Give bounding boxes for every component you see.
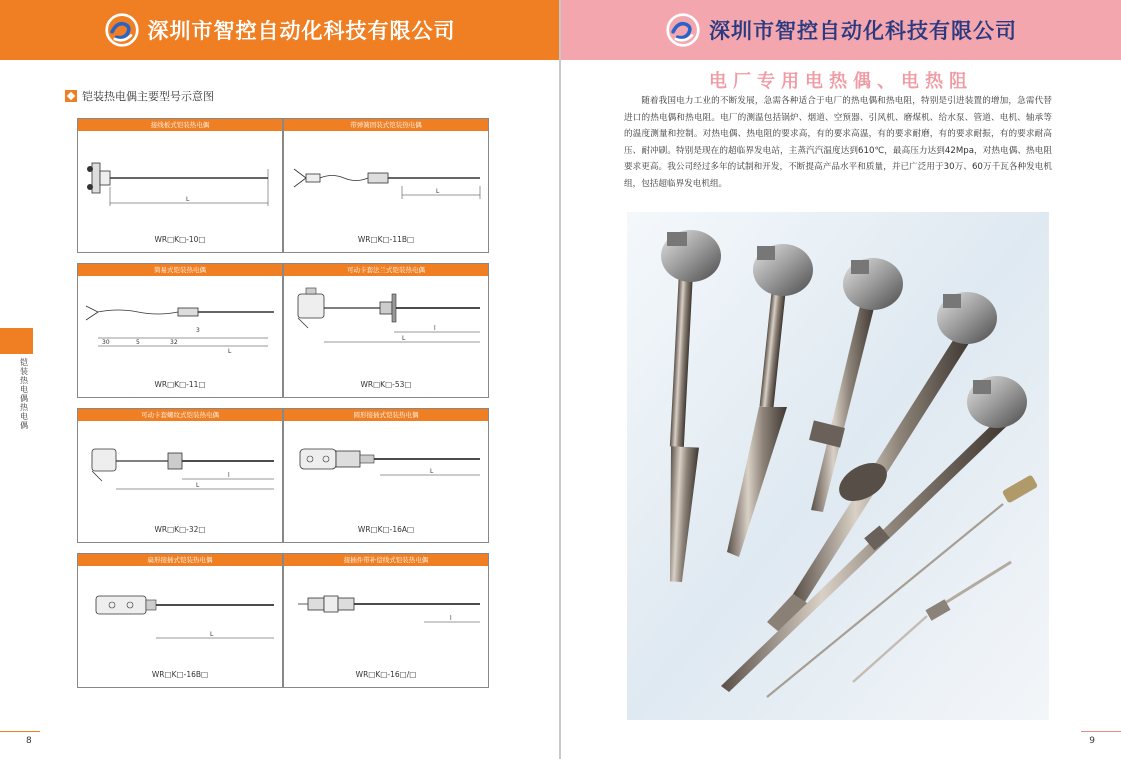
diagram-cell [283,118,489,253]
side-tab-label: 铠装热电偶热电偶 [20,358,28,430]
company-logo-icon [104,12,140,48]
diagram-title: 接线板式铠装热电偶 [78,119,282,131]
simple-thermocouple-drawing [78,276,284,386]
diagram-title: 接插件带补偿线式铠装热电偶 [284,554,488,566]
section-title-text: 铠装热电偶主要型号示意图 [82,90,214,103]
diagram-cell [77,118,283,253]
diagram-title: 可动卡套螺纹式铠装热电偶 [78,409,282,421]
company-logo-icon [665,12,701,48]
company-name: 深圳市智控自动化科技有限公司 [147,19,456,43]
footer-line [0,731,40,732]
page-heading: 电厂专用电热偶、电热阻 [709,71,973,92]
diagram-cell [77,263,283,398]
right-banner [561,0,1121,60]
dimension-label: L [436,188,440,195]
dimension-label: L [186,196,190,203]
thermocouple-product-photo [627,212,1049,720]
dimension-label: L [228,348,232,355]
dimension-label: 3 [196,327,200,334]
diagram-cell [77,553,283,688]
dimension-label: L [430,468,434,475]
diagram-cell [77,408,283,543]
spring-mounted-thermocouple-drawing [284,131,490,241]
diagram-title: 可动卡套法兰式铠装热电偶 [284,264,488,276]
model-number: WR□K□-32□ [154,525,206,534]
diagram-title: 圆形接插式铠装热电偶 [284,409,488,421]
dimension-label: L [402,335,406,342]
company-name: 深圳市智控自动化科技有限公司 [709,19,1017,43]
diamond-bullet-icon [65,90,77,102]
flange-thermocouple-drawing [284,276,490,386]
page-number: 9 [1089,736,1095,746]
flat-plug-thermocouple-drawing [78,566,284,676]
model-number: WR□K□-11□ [154,380,206,389]
dimension-label: 5 [136,339,140,346]
dimension-label: L [210,631,214,638]
diagram-cell [283,263,489,398]
model-number: WR□K□-16A□ [357,525,415,534]
dimension-label: 30 [102,339,110,346]
model-number: WR□K□-16□/□ [355,670,417,679]
footer-line [1081,731,1121,732]
dimension-label: L [196,482,200,489]
left-page [0,0,559,759]
side-tab [0,328,33,354]
diagram-title: 扁形接插式铠装热电偶 [78,554,282,566]
right-page [561,0,1121,759]
model-number: WR□K□-10□ [154,235,206,244]
plug-with-compensation-wire-drawing [284,566,490,676]
page-number: 8 [26,736,32,746]
thermocouple-terminal-board-drawing [78,131,284,241]
threaded-ferrule-thermocouple-drawing [78,421,284,531]
diagram-title: 简易式铠装热电偶 [78,264,282,276]
round-plug-thermocouple-drawing [284,421,490,531]
model-number: WR□K□-11B□ [357,235,415,244]
dimension-label: l [450,615,452,622]
dimension-label: l [228,472,230,479]
left-banner [0,0,559,60]
model-number: WR□K□-16B□ [151,670,209,679]
intro-paragraph: 随着我国电力工业的不断发展，急需各种适合于电厂的热电偶和热电阻，特别是引进装置的增加，急需代替进口的热电偶和热电阻。电厂的测温包括锅炉、烟道、空预器、引风机、磨煤机、给水泵、管道、电机、轴承等的温度测量和控制。对热电偶、热电阻的要求高，有的要求高温，有的要求耐磨，有的要求耐振，有的要求耐高压、耐冲刷。特别是现在的超临界发电站，主蒸汽汽温度达到610℃，最高压力达到42Mpa，对热电偶、热电阻要求更高。我公司经过多年的试制和开发，不断提高产品水平和质量，并已广泛用于30万、60万千瓦各种发电机组，包括超临界发电机组。 [624,96,1052,189]
diagram-cell [283,553,489,688]
diagram-title: 带弹簧固装式铠装热电偶 [284,119,488,131]
section-title [65,88,214,104]
model-number: WR□K□-53□ [360,380,412,389]
diagram-cell [283,408,489,543]
dimension-label: 32 [170,339,178,346]
dimension-label: l [434,325,436,332]
